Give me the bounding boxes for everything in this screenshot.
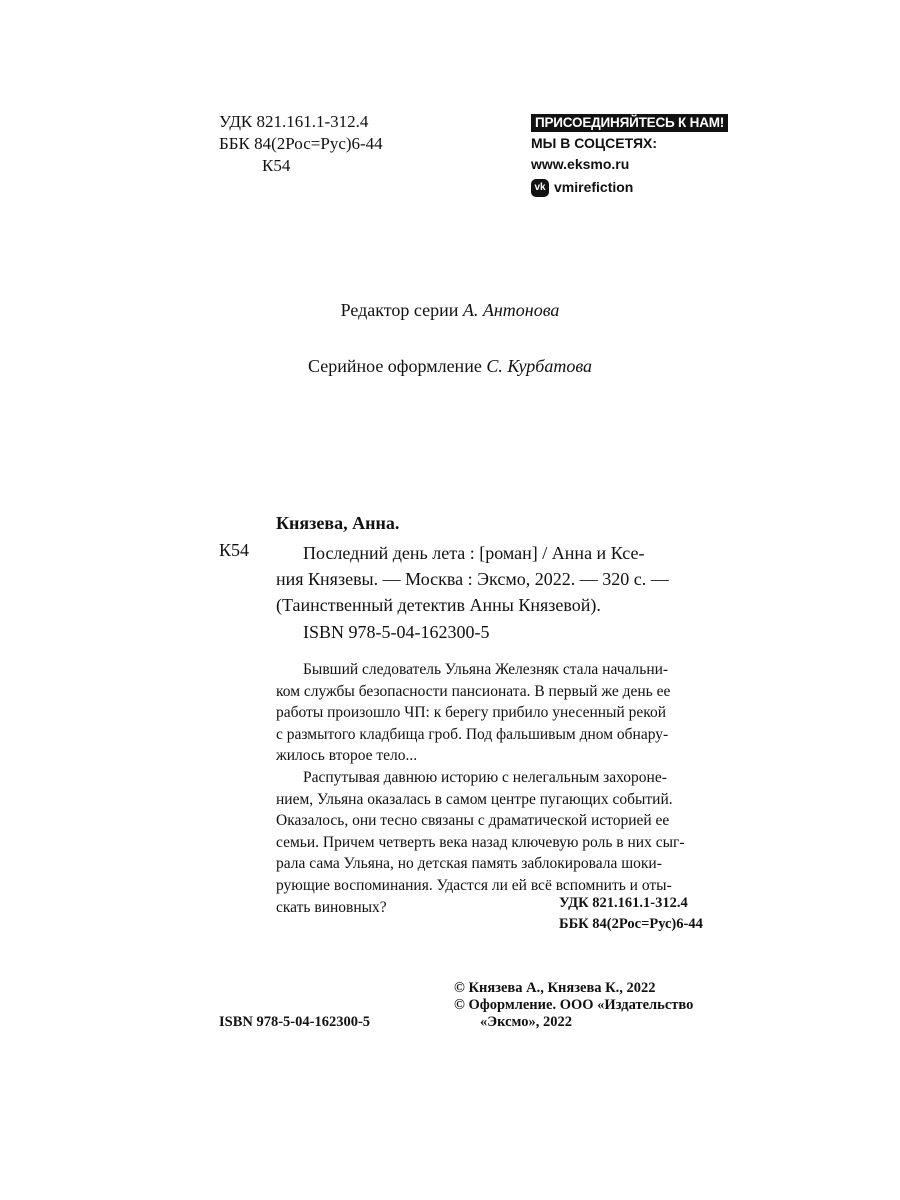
isbn-footer: ISBN 978-5-04-162300-5 (219, 1014, 371, 1030)
annotation-line: Оказалось, они тесно связаны с драматической историей ее (276, 812, 670, 830)
social-heading: МЫ В СОЦСЕТЯХ: (531, 135, 658, 151)
join-us-banner: ПРИСОЕДИНЯЙТЕСЬ К НАМ! (531, 114, 728, 132)
annotation-line: скать виновных? (276, 898, 387, 916)
design-credit (0, 356, 900, 377)
annotation-line: работы произошло ЧП: к берегу прибило унесенный рекой (276, 704, 667, 722)
series-editor-name: А. Антонова (462, 300, 560, 320)
copyright-block (454, 980, 693, 1031)
vk-handle[interactable]: vmirefiction (554, 179, 634, 195)
annotation-line: Бывший следователь Ульяна Железняк стала начальни- (303, 661, 669, 678)
biblio-mark: К54 (219, 540, 250, 560)
footer-classification (559, 893, 703, 935)
annotation-line: рующие воспоминания. Удастся ли ей всё вспомнить и оты- (276, 876, 672, 894)
website-link[interactable]: www.eksmo.ru (531, 156, 630, 172)
design-label: Серийное оформление (307, 356, 482, 376)
author-mark: К54 (262, 156, 291, 175)
annotation-line: рала сама Ульяна, но детская память заблокировала шоки- (276, 855, 662, 873)
copyright-design: © Оформление. ООО «Издательство (454, 997, 694, 1013)
annotation (276, 659, 730, 918)
biblio-line: Последний день лета : [роман] / Анна и Ксе- (303, 543, 645, 563)
annotation-line: нием, Ульяна оказалась в самом центре пугающих событий. (276, 790, 673, 808)
udk-code: УДК 821.161.1-312.4 (219, 112, 369, 131)
social-block (531, 112, 728, 198)
series-editor-credit (0, 300, 900, 321)
isbn-main: ISBN 978-5-04-162300-5 (303, 622, 490, 642)
series-editor-label: Редактор серии (340, 300, 459, 320)
copyright-authors: © Князева А., Князева К., 2022 (454, 980, 656, 996)
annotation-line: семьи. Причем четверть века назад ключевую роль в них сыг- (276, 833, 685, 851)
annotation-line: ком службы безопасности пансионата. В первый же день ее (276, 682, 671, 700)
biblio-line: (Таинственный детектив Анны Князевой). (276, 595, 601, 615)
footer-bbk: ББК 84(2Рос=Рус)6-44 (559, 916, 703, 932)
annotation-line: с размытого кладбища гроб. Под фальшивым дном обнару- (276, 725, 669, 743)
bbk-code: ББК 84(2Рос=Рус)6-44 (219, 134, 383, 153)
classification-block (219, 111, 383, 177)
footer-udk: УДК 821.161.1-312.4 (559, 895, 688, 911)
biblio-author: Князева, Анна. (276, 513, 400, 533)
copyright-design-cont: «Эксмо», 2022 (480, 1014, 572, 1030)
vk-icon: vk (531, 179, 549, 197)
annotation-line: жилось второе тело... (276, 747, 418, 765)
biblio-line: ния Князевы. — Москва : Эксмо, 2022. — 320 с. — (276, 569, 669, 589)
annotation-line: Распутывая давнюю историю с нелегальным захороне- (303, 768, 667, 786)
vk-row[interactable] (531, 177, 728, 198)
biblio-description (276, 540, 730, 618)
design-name: С. Курбатова (486, 356, 593, 376)
